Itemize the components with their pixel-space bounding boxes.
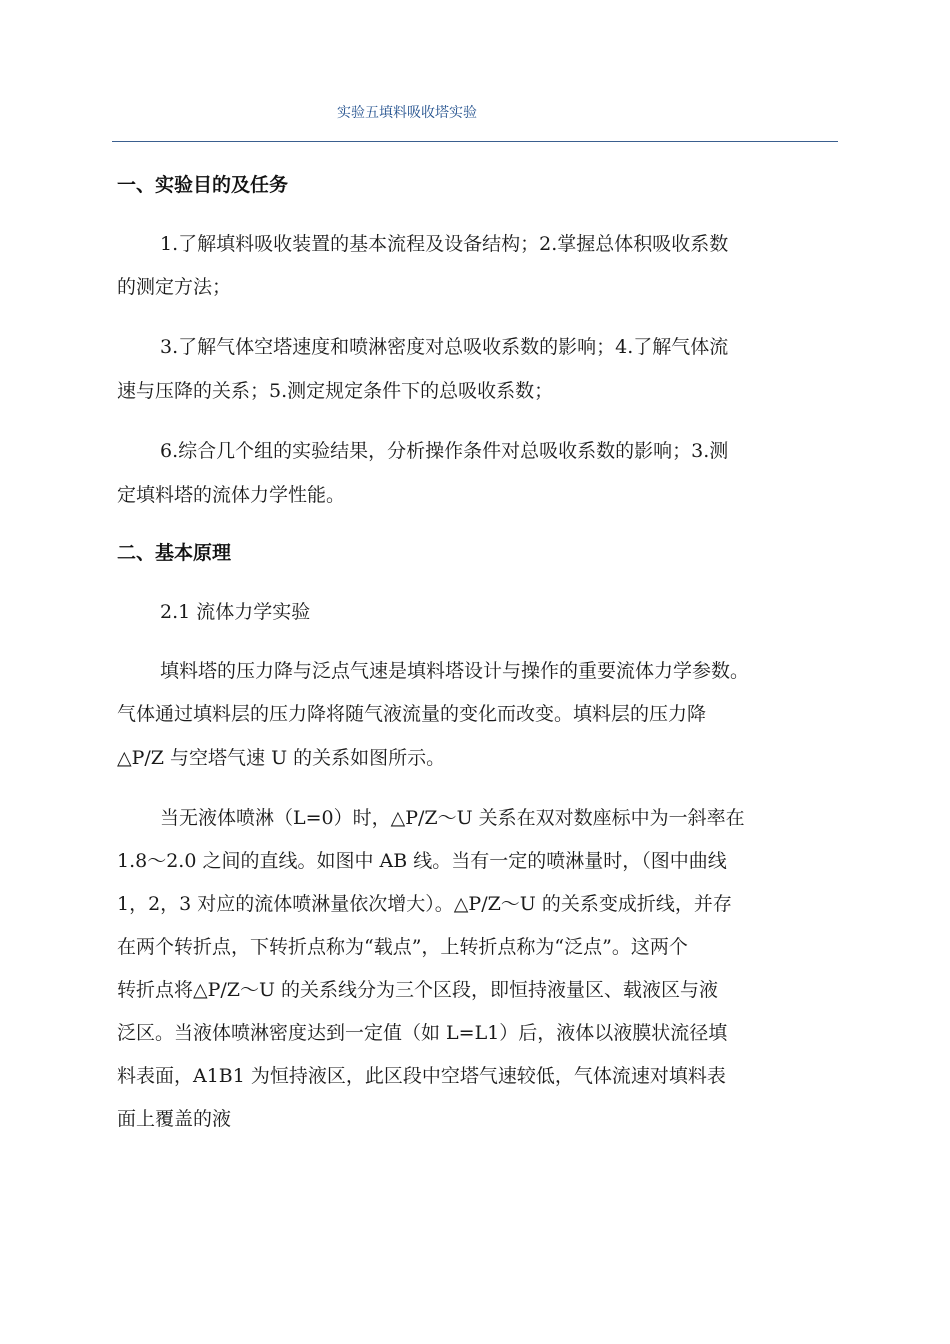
paragraph-line: 泛区。当液体喷淋密度达到一定值（如 L=L1）后，液体以液膜状流径填 (117, 1022, 728, 1044)
paragraph-line: 气体通过填料层的压力降将随气液流量的变化而改变。填料层的压力降 (117, 703, 707, 725)
paragraph-line: 料表面，A1B1 为恒持液区，此区段中空塔气速较低，气体流速对填料表 (117, 1065, 726, 1087)
subsection-heading: 2.1 流体力学实验 (160, 601, 311, 623)
header-divider (112, 141, 838, 142)
paragraph-line: 1.了解填料吸收装置的基本流程及设备结构；2.掌握总体积吸收系数 (160, 233, 729, 255)
paragraph-line: 当无液体喷淋（L=0）时，△P/Z～U 关系在双对数座标中为一斜率在 (160, 807, 745, 829)
paragraph-line: 填料塔的压力降与泛点气速是填料塔设计与操作的重要流体力学参数。 (160, 660, 750, 682)
section-heading-principles: 二、基本原理 (117, 542, 232, 564)
paragraph-line: 定填料塔的流体力学性能。 (117, 484, 346, 506)
paragraph-line: 1，2，3 对应的流体喷淋量依次增大）。△P/Z～U 的关系变成折线，并存 (117, 893, 732, 915)
paragraph-line: 6.综合几个组的实验结果，分析操作条件对总吸收系数的影响；3.测 (160, 440, 729, 462)
paragraph-line: 在两个转折点，下转折点称为“载点”，上转折点称为“泛点”。这两个 (117, 936, 688, 958)
paragraph-line: △P/Z 与空塔气速 U 的关系如图所示。 (117, 747, 446, 769)
document-header: 实验五填料吸收塔实验 (337, 105, 477, 121)
section-heading-objectives: 一、实验目的及任务 (117, 174, 289, 196)
paragraph-line: 的测定方法； (117, 276, 232, 298)
paragraph-line: 1.8～2.0 之间的直线。如图中 AB 线。当有一定的喷淋量时，（图中曲线 (117, 850, 727, 872)
paragraph-line: 面上覆盖的液 (117, 1108, 232, 1130)
paragraph-line: 速与压降的关系；5.测定规定条件下的总吸收系数； (117, 380, 554, 402)
paragraph-line: 3.了解气体空塔速度和喷淋密度对总吸收系数的影响；4.了解气体流 (160, 336, 729, 358)
paragraph-line: 转折点将△P/Z～U 的关系线分为三个区段，即恒持液量区、载液区与液 (117, 979, 719, 1001)
